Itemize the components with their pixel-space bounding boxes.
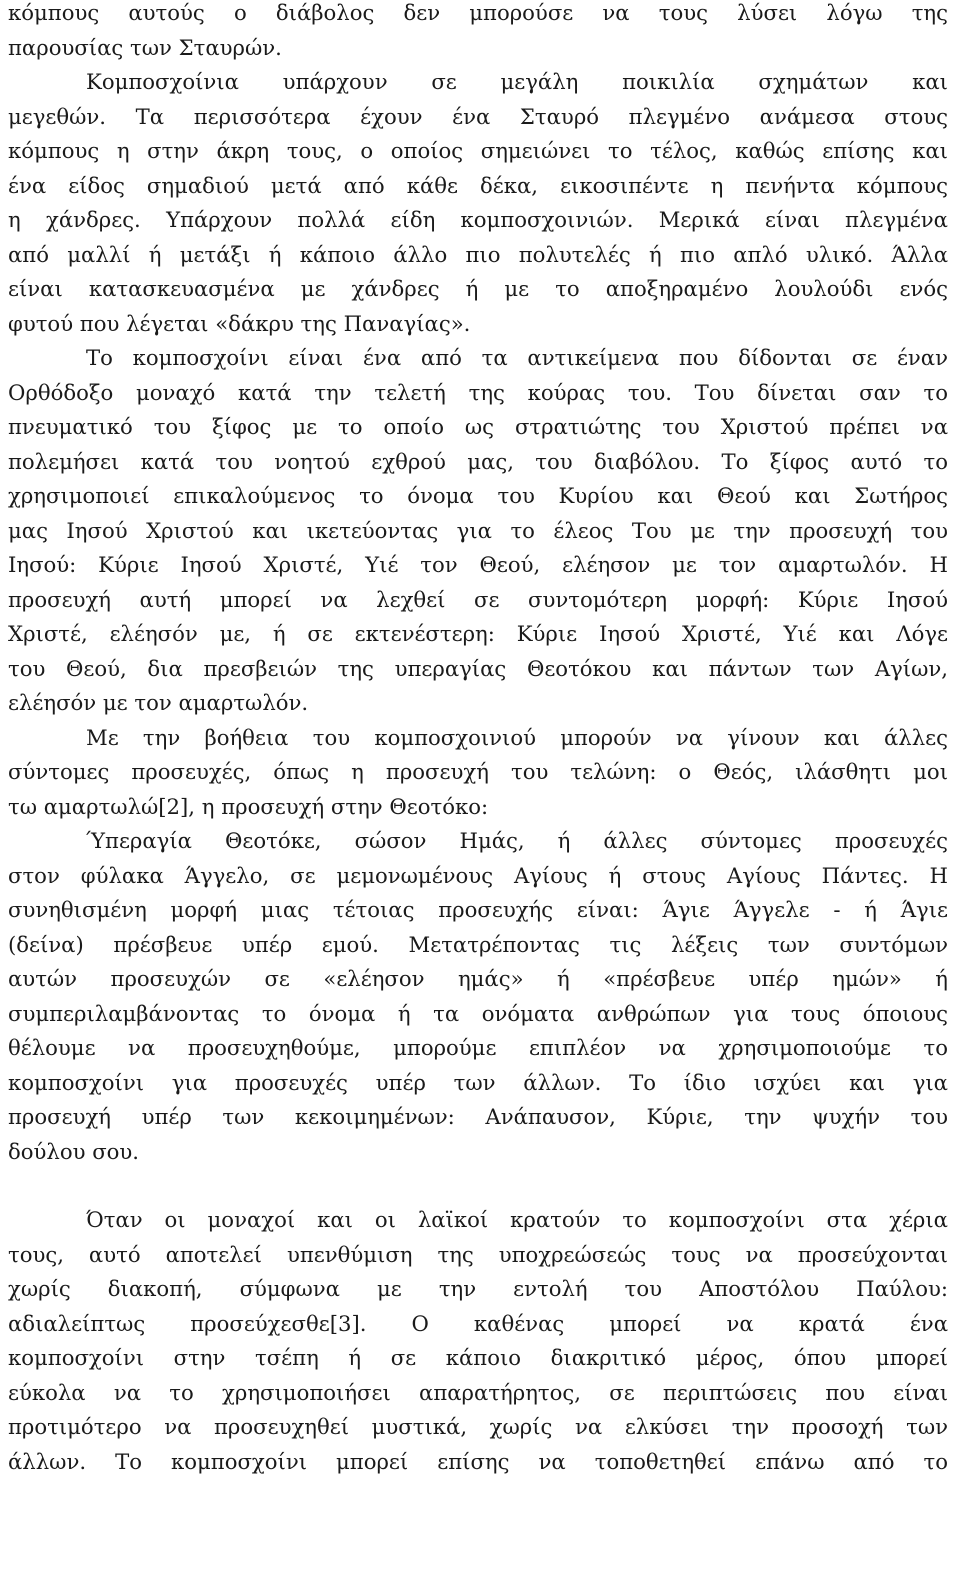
text-line: αυτών προσευχών σε «ελέησον ημάς» ή «πρέσβευε υπέρ ημών» ή <box>8 966 948 991</box>
text-line: στον φύλακα Άγγελο, σε μεμονωμένους Αγίους ή στους Αγίους Πάντες. Η <box>8 862 948 888</box>
text-line: τω αμαρτωλώ[2], η προσευχή στην Θεοτόκο: <box>8 793 489 819</box>
text-line: εύκολα να το χρησιμοποιήσει απαρατήρητος, σε περιπτώσεις που είναι <box>8 1379 948 1405</box>
text-line: κόμπους αυτούς ο διάβολος δεν μπορούσε να τους λύσει λόγω της <box>8 0 948 25</box>
text-line: (δείνα) πρέσβευε υπέρ εμού. Μετατρέποντας τις λέξεις των συντόμων <box>8 931 948 957</box>
text-line: κομποσχοίνι για προσευχές υπέρ των άλλων. Το ίδιο ισχύει και για <box>8 1069 948 1095</box>
text-line: ελέησόν με τον αμαρτωλόν. <box>8 690 309 715</box>
text-line: ένα είδος σημαδιού μετά από κάθε δέκα, εικοσιπέντε η πενήντα κόμπους <box>8 172 948 198</box>
paragraph-unceasing-prayer <box>8 1203 948 1479</box>
paragraph-knots-continuation <box>8 0 948 65</box>
text-line: χωρίς διακοπή, σύμφωνα με την εντολή του Αποστόλου Παύλου: <box>8 1276 948 1301</box>
text-line: κόμπους η στην άκρη τους, ο οποίος σημειώνει το τέλος, καθώς επίσης και <box>8 138 948 163</box>
text-line: Ύπεραγία Θεοτόκε, σώσον Ημάς, ή άλλες σύντομες προσευχές <box>86 828 948 853</box>
text-line: θέλουμε να προσευχηθούμε, μπορούμε επιπλέον να χρησιμοποιούμε το <box>8 1035 948 1060</box>
text-line: Ορθόδοξο μοναχό κατά την τελετή της κούρας του. Του δίνεται σαν το <box>8 379 948 405</box>
text-line: δούλου σου. <box>8 1138 140 1164</box>
text-line: Ιησού: Κύριε Ιησού Χριστέ, Υιέ τον Θεού, ελέησον με τον αμαρτωλόν. Η <box>8 552 948 577</box>
text-line: φυτού που λέγεται «δάκρυ της Παναγίας». <box>8 310 471 336</box>
text-line: συμπεριλαμβάνοντας το όνομα ή τα ονόματα ανθρώπων για τους όποιους <box>8 1000 948 1026</box>
paragraph-short-prayers <box>8 721 948 825</box>
text-line: είναι κατασκευασμένα με χάνδρες ή με το αποξηραμένο λουλούδι ενός <box>8 276 948 301</box>
text-line: προσευχή υπέρ των κεκοιμημένων: Ανάπαυσον, Κύριε, την ψυχήν του <box>8 1104 948 1129</box>
paragraph-monastic-tonsure <box>8 341 948 721</box>
text-line: συνηθισμένη μορφή μιας τέτοιας προσευχής είναι: Άγιε Άγγελε - ή Άγιε <box>8 897 948 922</box>
text-line: Το κομποσχοίνι είναι ένα από τα αντικείμενα που δίδονται σε έναν <box>86 345 948 370</box>
text-line: Με την βοήθεια του κομποσχοινιού μπορούν να γίνουν και άλλες <box>86 724 948 750</box>
text-line: κομποσχοίνι στην τσέπη ή σε κάποιο διακριτικό μέρος, όπου μπορεί <box>8 1345 948 1370</box>
text-line: άλλων. Το κομποσχοίνι μπορεί επίσης να τοποθετηθεί επάνω από το <box>8 1448 948 1474</box>
text-line: πολεμήσει κατά του νοητού εχθρού μας, του διαβόλου. Το ξίφος αυτό το <box>8 448 948 474</box>
text-line: σύντομες προσευχές, όπως η προσευχή του τελώνη: ο Θεός, ιλάσθητι μοι <box>8 759 948 784</box>
text-line: προσευχή αυτή μπορεί να λεχθεί σε συντομότερη μορφή: Κύριε Ιησού <box>8 586 948 612</box>
text-line: μεγεθών. Τα περισσότερα έχουν ένα Σταυρό πλεγμένο ανάμεσα στους <box>8 103 948 129</box>
text-line: πνευματικό του ξίφος με το οποίο ως στρατιώτης του Χριστού πρέπει να <box>8 414 948 439</box>
text-line: Κομποσχοίνια υπάρχουν σε μεγάλη ποικιλία σχημάτων και <box>86 69 948 94</box>
text-line: Όταν οι μοναχοί και οι λαϊκοί κρατούν το κομποσχοίνι στα χέρια <box>86 1207 948 1232</box>
paragraph-prayer-rope-varieties <box>8 65 948 341</box>
paragraph-spacer <box>8 1169 948 1203</box>
document-page <box>8 0 948 1479</box>
text-line: αδιαλείπτως προσεύχεσθε[3]. Ο καθένας μπορεί να κρατά ένα <box>8 1310 948 1336</box>
text-line: από μαλλί ή μετάξι ή κάποιο άλλο πιο πολυτελές ή πιο απλό υλικό. Άλλα <box>8 241 948 267</box>
text-line: μας Ιησού Χριστού και ικετεύοντας για το έλεος Του με την προσευχή του <box>8 517 948 543</box>
text-line: προτιμότερο να προσευχηθεί μυστικά, χωρίς να ελκύσει την προσοχή των <box>8 1414 948 1439</box>
text-line: η χάνδρες. Υπάρχουν πολλά είδη κομποσχοινιών. Μερικά είναι πλεγμένα <box>8 207 948 232</box>
text-line: του Θεού, δια πρεσβειών της υπεραγίας Θεοτόκου και πάντων των Αγίων, <box>8 655 948 681</box>
paragraph-theotokos-prayer <box>8 824 948 1169</box>
text-line: χρησιμοποιεί επικαλούμενος το όνομα του Κυρίου και Θεού και Σωτήρος <box>8 483 948 508</box>
text-line: παρουσίας των Σταυρών. <box>8 34 282 60</box>
text-line: τους, αυτό αποτελεί υπενθύμιση της υποχρεώσεώς τους να προσεύχονται <box>8 1241 948 1267</box>
text-line: Χριστέ, ελέησόν με, ή σε εκτενέστερη: Κύριε Ιησού Χριστέ, Υιέ και Λόγε <box>8 621 948 646</box>
